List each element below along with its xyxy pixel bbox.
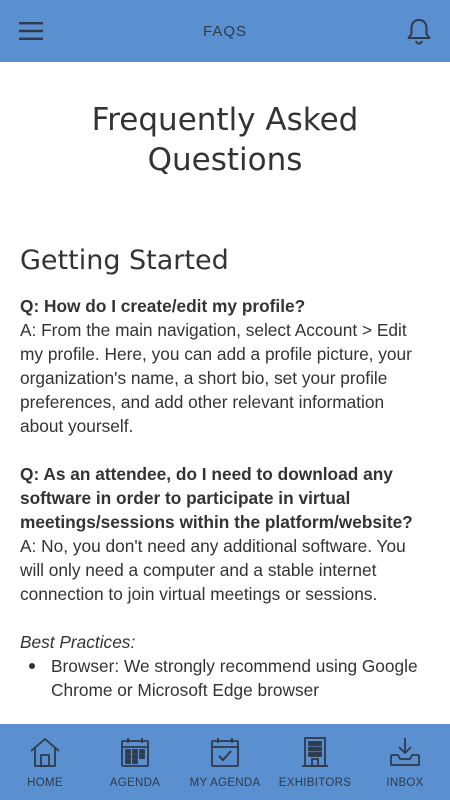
section-heading: Getting Started — [20, 245, 229, 276]
building-icon — [298, 735, 332, 769]
faq-answer: A: From the main navigation, select Account > Edit my profile. Here, you can add a profile picture, your organization's name, a short bio, set your profile preferences, and add other relevant information about yourself. — [20, 320, 412, 436]
calendar-check-icon — [208, 735, 242, 769]
nav-exhibitors-button[interactable] — [270, 724, 360, 800]
faq-answer: A: No, you don't need any additional software. You will only need a computer and a stable internet connection to join virtual meetings or sessions. — [20, 536, 406, 604]
notification-bell-icon[interactable] — [406, 17, 432, 45]
nav-home-label: HOME — [27, 777, 63, 789]
faq-question: Q: How do I create/edit my profile? — [20, 296, 306, 316]
nav-my-agenda-button[interactable] — [180, 724, 270, 800]
nav-inbox-label: INBOX — [386, 777, 424, 789]
top-app-bar — [0, 0, 450, 62]
faq-content[interactable] — [0, 62, 450, 724]
inbox-download-icon — [388, 735, 422, 769]
faq-item — [20, 294, 430, 438]
nav-agenda-label: AGENDA — [109, 777, 161, 789]
nav-home-button[interactable] — [0, 724, 90, 800]
faq-item — [20, 462, 430, 606]
page-title: Frequently Asked Questions — [91, 102, 359, 178]
bottom-navigation — [0, 724, 450, 800]
calendar-icon — [118, 735, 152, 769]
best-practices-label: Best Practices: — [20, 632, 136, 652]
nav-agenda-button[interactable] — [90, 724, 180, 800]
faq-question: Q: As an attendee, do I need to download any software in order to participate in virtual meetings/sessions within the platform/website? — [20, 464, 413, 532]
home-icon — [28, 735, 62, 769]
nav-exhibitors-label: EXHIBITORS — [278, 777, 352, 789]
nav-inbox-button[interactable] — [360, 724, 450, 800]
app-bar-title: FAQS — [202, 22, 247, 40]
hamburger-menu-icon[interactable] — [18, 18, 44, 44]
list-item: Browser: We strongly recommend using Google Chrome or Microsoft Edge browser — [20, 654, 430, 702]
best-practices-list — [20, 654, 430, 702]
nav-my-agenda-label: MY AGENDA — [189, 777, 261, 789]
